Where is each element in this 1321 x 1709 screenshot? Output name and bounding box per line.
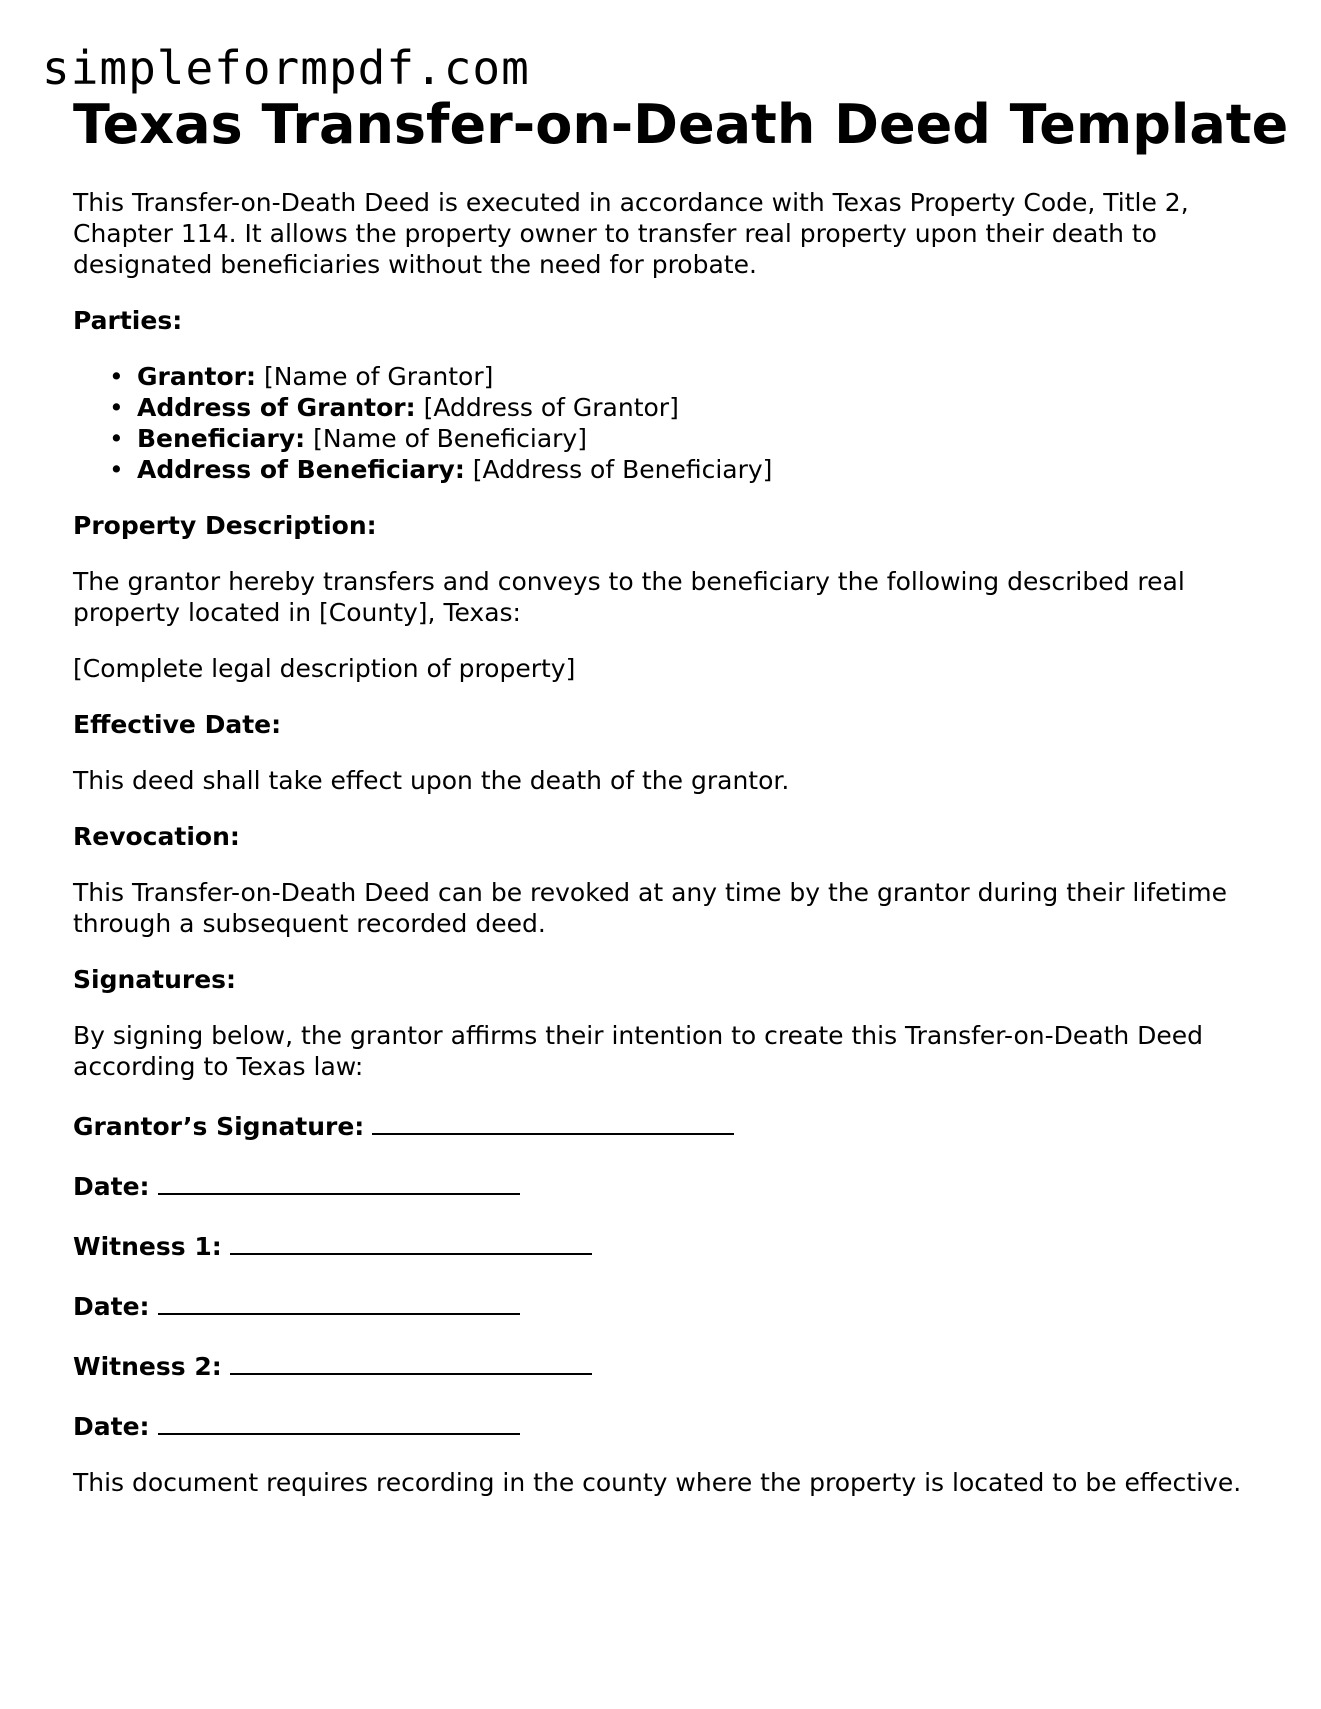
parties-heading: Parties: [73, 306, 183, 335]
witness-2-line [73, 1347, 1263, 1382]
party-value: [Name of Grantor] [263, 362, 494, 391]
watermark: simpleformpdf.com [42, 41, 530, 95]
party-value: [Name of Beneficiary] [313, 424, 587, 453]
party-grantor-address [137, 392, 1263, 423]
property-heading: Property Description: [73, 511, 377, 540]
footer-note: This document requires recording in the county where the property is located to be effective. [73, 1468, 1242, 1497]
document [73, 90, 1289, 1498]
party-label: Beneficiary: [137, 424, 306, 453]
intro-paragraph: This Transfer-on-Death Deed is executed in accordance with Texas Property Code, Title 2, Chapter 114. It allows the property owner to transfer real property upon their death to designated beneficiaries without the need for probate. [73, 188, 1189, 279]
effective-date-heading: Effective Date: [73, 710, 282, 739]
signatures-heading: Signatures: [73, 965, 237, 994]
property-legal-description: [Complete legal description of property] [73, 654, 576, 683]
parties-list [73, 361, 1263, 485]
witness-blank[interactable] [230, 1347, 592, 1375]
signatures-text: By signing below, the grantor affirms their intention to create this Transfer-on-Death Deed according to Texas law: [73, 1021, 1204, 1081]
witness-1-date-line [73, 1287, 1263, 1322]
party-beneficiary-address [137, 454, 1263, 485]
signature-blank[interactable] [372, 1107, 734, 1135]
date-label: Date: [73, 1412, 150, 1441]
document-title: Texas Transfer-on-Death Deed Template [73, 93, 1289, 156]
date-blank[interactable] [158, 1167, 520, 1195]
date-blank[interactable] [158, 1407, 520, 1435]
date-blank[interactable] [158, 1287, 520, 1315]
date-label: Date: [73, 1292, 150, 1321]
party-label: Address of Grantor: [137, 393, 416, 422]
date-label: Date: [73, 1172, 150, 1201]
party-value: [Address of Grantor] [423, 393, 679, 422]
party-label: Address of Beneficiary: [137, 455, 465, 484]
signature-label: Grantor’s Signature: [73, 1112, 365, 1141]
witness-label: Witness 2: [73, 1352, 222, 1381]
grantor-signature-line [73, 1107, 1263, 1142]
witness-blank[interactable] [230, 1227, 592, 1255]
party-value: [Address of Beneficiary] [472, 455, 773, 484]
grantor-date-line [73, 1167, 1263, 1202]
witness-2-date-line [73, 1407, 1263, 1442]
witness-1-line [73, 1227, 1263, 1262]
party-beneficiary [137, 423, 1263, 454]
witness-label: Witness 1: [73, 1232, 222, 1261]
party-grantor [137, 361, 1263, 392]
revocation-heading: Revocation: [73, 822, 240, 851]
revocation-text: This Transfer-on-Death Deed can be revoked at any time by the grantor during their lifetime through a subsequent recorded deed. [73, 878, 1227, 938]
effective-date-text: This deed shall take effect upon the death of the grantor. [73, 766, 790, 795]
property-text: The grantor hereby transfers and conveys to the beneficiary the following described real property located in [County], Texas: [73, 567, 1185, 627]
party-label: Grantor: [137, 362, 256, 391]
